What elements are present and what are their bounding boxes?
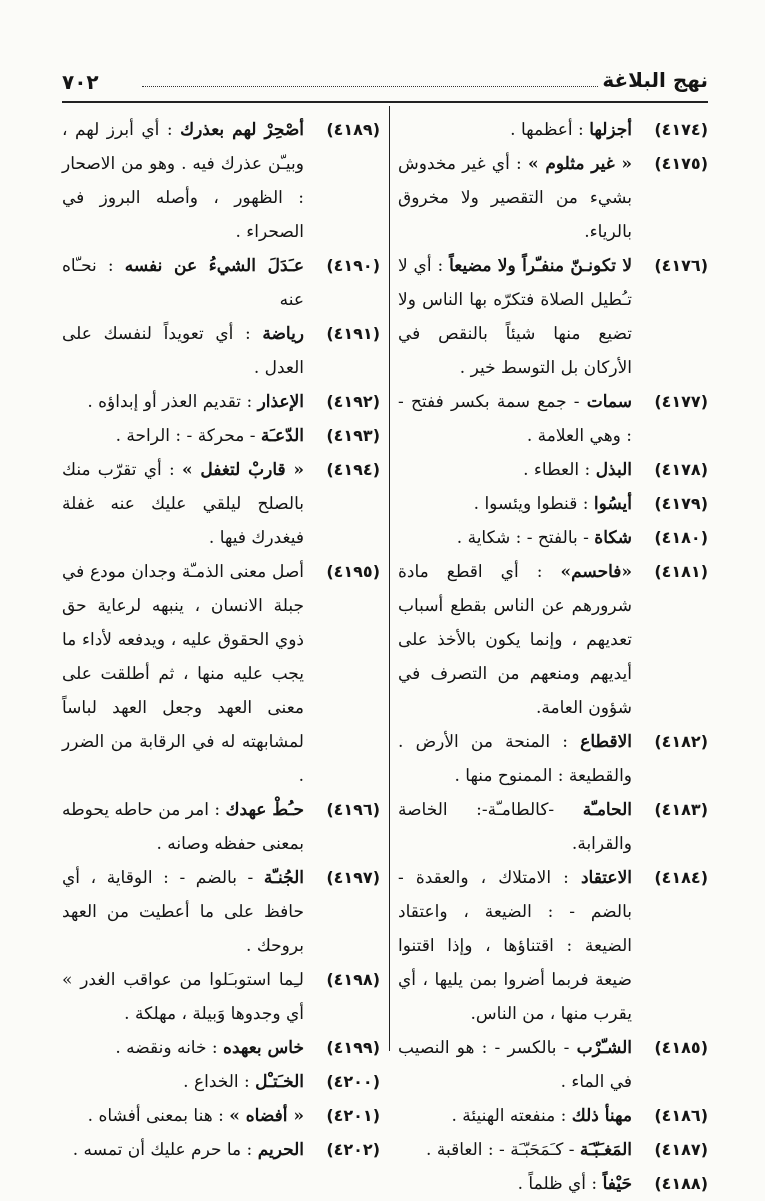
- footnote-gloss: - بالضم - : الوقاية ، أي حافظ على ما أعطيت من العهد بروحك .: [62, 868, 304, 956]
- footnote-gloss: : المنحة من الأرض . والقطيعة : الممنوح منها .: [398, 732, 632, 786]
- footnote-gloss: : امر من حاطه يحوطه بمعنى حفظه وصانه .: [62, 800, 304, 854]
- footnote-text: [62, 453, 304, 555]
- footnote-entry: [398, 793, 708, 861]
- footnote-entry: [398, 725, 708, 793]
- footnote-headword: شكاة: [594, 528, 632, 548]
- footnote-entry: [398, 521, 708, 555]
- footnote-entry: [62, 385, 380, 419]
- footnote-gloss: : الامتلاك ، والعقدة - بالضم - : الضيعة ، واعتقاد الضيعة : اقتناؤها ، وإذا اقتنوا ضيعة فربما أضروا بمن يليها ، أي يقرب منها ، من الناس.: [398, 868, 632, 1024]
- footnote-number: (٤١٩٣): [326, 426, 380, 445]
- footnote-headword: «فاحسم»: [560, 562, 633, 582]
- footnote-headword: البذل: [595, 460, 632, 480]
- footnote-text: [62, 419, 304, 453]
- footnote-headword: الشـّرْب: [576, 1038, 633, 1058]
- footnote-number: (٤٢٠٠): [326, 1072, 380, 1091]
- footnote-number: (٤١٩١): [326, 324, 380, 343]
- footnote-entry: [62, 317, 380, 385]
- footnote-number: (٤١٨٠): [654, 528, 708, 547]
- footnote-gloss: : نحـّاه عنه: [62, 256, 304, 310]
- footnote-number: (٤١٧٧): [654, 392, 708, 411]
- footnote-text: [398, 1099, 632, 1133]
- footnote-number: (٤١٩٠): [326, 256, 380, 275]
- footnote-number: (٤١٧٨): [654, 460, 708, 479]
- footnote-text: [62, 1031, 304, 1065]
- footnote-headword: الاعتقاد: [580, 868, 632, 888]
- footnote-headword: رياضة: [262, 324, 305, 344]
- footnote-text: [62, 249, 304, 317]
- footnote-number: (٤١٨٢): [654, 732, 708, 751]
- footnote-text: [398, 113, 632, 147]
- footnote-headword: « غير مثلوم »: [527, 154, 632, 174]
- footnote-number: (٤١٧٥): [654, 154, 708, 173]
- footnote-headword: « قاربْ لتغفل »: [182, 460, 305, 480]
- footnote-gloss: : أي ظلماً .: [517, 1174, 598, 1194]
- footnote-entry: [398, 861, 708, 1031]
- footnote-gloss: - بالكسر - : هو النصيب في الماء .: [398, 1038, 632, 1092]
- footnote-text: [398, 249, 632, 385]
- footnote-text: [62, 861, 304, 963]
- footnote-headword: حَيْفاً: [602, 1174, 632, 1194]
- footnote-number: (٤٢٠٢): [326, 1140, 380, 1159]
- footnote-gloss: : الخداع .: [183, 1072, 250, 1092]
- footnote-number: (٤١٨٦): [654, 1106, 708, 1125]
- footnote-entry: [398, 1133, 708, 1167]
- footnote-headword: لا تكونـنّ منفـّراً ولا مضيعاً: [449, 256, 633, 276]
- footnote-entry: [398, 453, 708, 487]
- footnote-text: [398, 861, 632, 1031]
- footnote-entry: [62, 793, 380, 861]
- page-header: [62, 68, 708, 98]
- left-column: [62, 113, 380, 1167]
- footnote-entry: [62, 1099, 380, 1133]
- column-divider: [389, 106, 390, 1051]
- footnote-gloss: : تقديم العذر أو إبداؤه .: [87, 392, 253, 412]
- header-rule: [62, 101, 708, 103]
- footnote-headword: الخـَتـْل: [255, 1072, 304, 1092]
- footnote-text: [398, 1167, 632, 1201]
- footnote-headword: مهنأ ذلك: [571, 1106, 632, 1126]
- footnote-number: (٤١٧٤): [654, 120, 708, 139]
- footnote-text: [398, 487, 632, 521]
- footnote-gloss: لـِما استوبـَلوا من عواقب الغدر » أي وجدوها وَبيلة ، مهلكة .: [62, 970, 304, 1024]
- footnote-text: [398, 1031, 632, 1099]
- footnote-headword: عـَدَلَ الشيءُ عن نفسه: [124, 256, 304, 276]
- footnote-entry: [398, 1031, 708, 1099]
- footnote-number: (٤١٩٥): [326, 562, 380, 581]
- footnote-entry: [398, 385, 708, 453]
- footnote-entry: [398, 249, 708, 385]
- footnote-entry: [398, 487, 708, 521]
- footnote-headword: الحريم: [257, 1140, 304, 1160]
- footnote-gloss: : خانه ونقضه .: [115, 1038, 218, 1058]
- footnote-number: (٤١٧٩): [654, 494, 708, 513]
- footnote-entry: [62, 1133, 380, 1167]
- header-leader-line: [142, 86, 598, 87]
- footnote-gloss: - محركة - : الراحة .: [115, 426, 256, 446]
- footnote-entry: [62, 1031, 380, 1065]
- footnote-headword: الدّعـَة: [260, 426, 304, 446]
- footnote-text: [398, 1133, 632, 1167]
- footnote-entry: [62, 555, 380, 793]
- footnote-gloss: : قنطوا ويئسوا .: [473, 494, 589, 514]
- footnote-headword: سمات: [586, 392, 633, 412]
- footnote-number: (٤١٩٢): [326, 392, 380, 411]
- footnote-headword: أجزلها: [589, 120, 632, 140]
- footnote-headword: الجُنـّة: [263, 868, 305, 888]
- footnote-number: (٤١٩٤): [326, 460, 380, 479]
- footnote-entry: [62, 861, 380, 963]
- footnote-number: (٤١٨٩): [326, 120, 380, 139]
- footnote-headword: حـُطْ عهدك: [225, 800, 304, 820]
- footnote-entry: [398, 555, 708, 725]
- footnote-entry: [62, 113, 380, 249]
- footnote-gloss: - كـَمَحَبّـَة - : العاقبة .: [426, 1140, 575, 1160]
- footnote-gloss: : أي أبرز لهم ، وبيـّن عذرك فيه . وهو من الاصحار : الظهور ، وأصله البروز في الصحراء .: [62, 120, 304, 242]
- footnote-entry: [62, 1065, 380, 1099]
- footnote-gloss: : هنا بمعنى أفشاه .: [87, 1106, 224, 1126]
- footnote-number: (٤١٩٧): [326, 868, 380, 887]
- footnote-gloss: : أي تعويداً لنفسك على العدل .: [62, 324, 304, 378]
- footnote-headword: « أفضاه »: [229, 1106, 304, 1126]
- footnote-text: [398, 147, 632, 249]
- footnote-text: [398, 521, 632, 555]
- footnote-gloss: : أي اقطع مادة شرورهم عن الناس بقطع أسباب تعديهم ، وإنما يكون بالأخذ على أيديهم ومنعهم من التصرف في شؤون العامة.: [398, 562, 632, 718]
- page-number: ٧٠٢: [62, 70, 99, 94]
- footnote-text: [398, 555, 632, 725]
- footnote-number: (٤١٨٤): [654, 868, 708, 887]
- footnote-entry: [62, 419, 380, 453]
- footnote-text: [398, 725, 632, 793]
- footnote-number: (٤١٨٥): [654, 1038, 708, 1057]
- footnote-entry: [62, 249, 380, 317]
- footnote-gloss: : أي غير مخدوش بشيء من التقصير ولا مخروق بالرياء.: [398, 154, 632, 242]
- footnote-gloss: : منفعته الهنيئة .: [451, 1106, 567, 1126]
- footnote-number: (٤١٩٦): [326, 800, 380, 819]
- footnote-text: [62, 317, 304, 385]
- footnote-gloss: : العطاء .: [523, 460, 591, 480]
- footnote-number: (٤١٨٧): [654, 1140, 708, 1159]
- footnote-headword: أيسُوا: [593, 494, 632, 514]
- footnote-number: (٤١٨٣): [654, 800, 708, 819]
- footnote-gloss: : ما حرم عليك أن تمسه .: [72, 1140, 253, 1160]
- footnote-number: (٤١٨٨): [654, 1174, 708, 1193]
- footnote-gloss: - جمع سمة بكسر ففتح - : وهي العلامة .: [398, 392, 632, 446]
- footnote-entry: [62, 963, 380, 1031]
- footnote-text: [398, 385, 632, 453]
- footnote-text: [62, 555, 304, 793]
- footnote-number: (٤١٩٩): [326, 1038, 380, 1057]
- footnote-headword: الإعذار: [257, 392, 304, 412]
- footnote-text: [398, 453, 632, 487]
- footnote-gloss: : أعظمها .: [510, 120, 584, 140]
- footnote-text: [62, 385, 304, 419]
- footnote-number: (٤١٧٦): [654, 256, 708, 275]
- footnote-entry: [398, 1099, 708, 1133]
- book-title: نهج البلاغة: [602, 68, 708, 92]
- footnote-entry: [62, 453, 380, 555]
- footnote-number: (٤٢٠١): [326, 1106, 380, 1125]
- footnote-entry: [398, 113, 708, 147]
- footnote-gloss: -كالطامـّة-: الخاصة والقرابة.: [398, 800, 632, 854]
- right-column: [398, 113, 708, 1201]
- footnote-text: [62, 1065, 304, 1099]
- footnote-text: [62, 793, 304, 861]
- footnote-text: [62, 113, 304, 249]
- footnote-gloss: : أي لا تـُطيل الصلاة فتكرّه بها الناس ولا تضيع منها شيئاً بالنقص في الأركان بل التوسط خير .: [398, 256, 632, 378]
- footnote-headword: الاقطاع: [580, 732, 632, 752]
- footnote-gloss: - بالفتح - : شكاية .: [456, 528, 589, 548]
- footnote-number: (٤١٨١): [654, 562, 708, 581]
- footnote-gloss: أصل معنى الذمـّة وجدان مودع في جبلة الانسان ، ينبهه لرعاية حق ذوي الحقوق عليه ، ويدفعه لأداء ما يجب عليه منها ، ثم أطلقت على معنى العهد وجعل العهد لباساً لمشابهته له في الرقابة من الضرر .: [62, 562, 304, 786]
- footnote-text: [62, 1099, 304, 1133]
- footnote-headword: أصْحِرْ لهم بعذرك: [180, 120, 305, 140]
- footnote-gloss: : أي تقرّب منك بالصلح ليلقي عليك عنه غفلة فيغدرك فيها .: [62, 460, 304, 548]
- footnote-text: [62, 963, 304, 1031]
- footnote-entry: [398, 147, 708, 249]
- footnote-headword: الحامـّة: [582, 800, 632, 820]
- footnote-headword: المَغـَبّـَة: [579, 1140, 632, 1160]
- footnote-text: [62, 1133, 304, 1167]
- footnote-headword: خاس بعهده: [223, 1038, 304, 1058]
- footnote-text: [398, 793, 632, 861]
- footnote-entry: [398, 1167, 708, 1201]
- footnote-number: (٤١٩٨): [326, 970, 380, 989]
